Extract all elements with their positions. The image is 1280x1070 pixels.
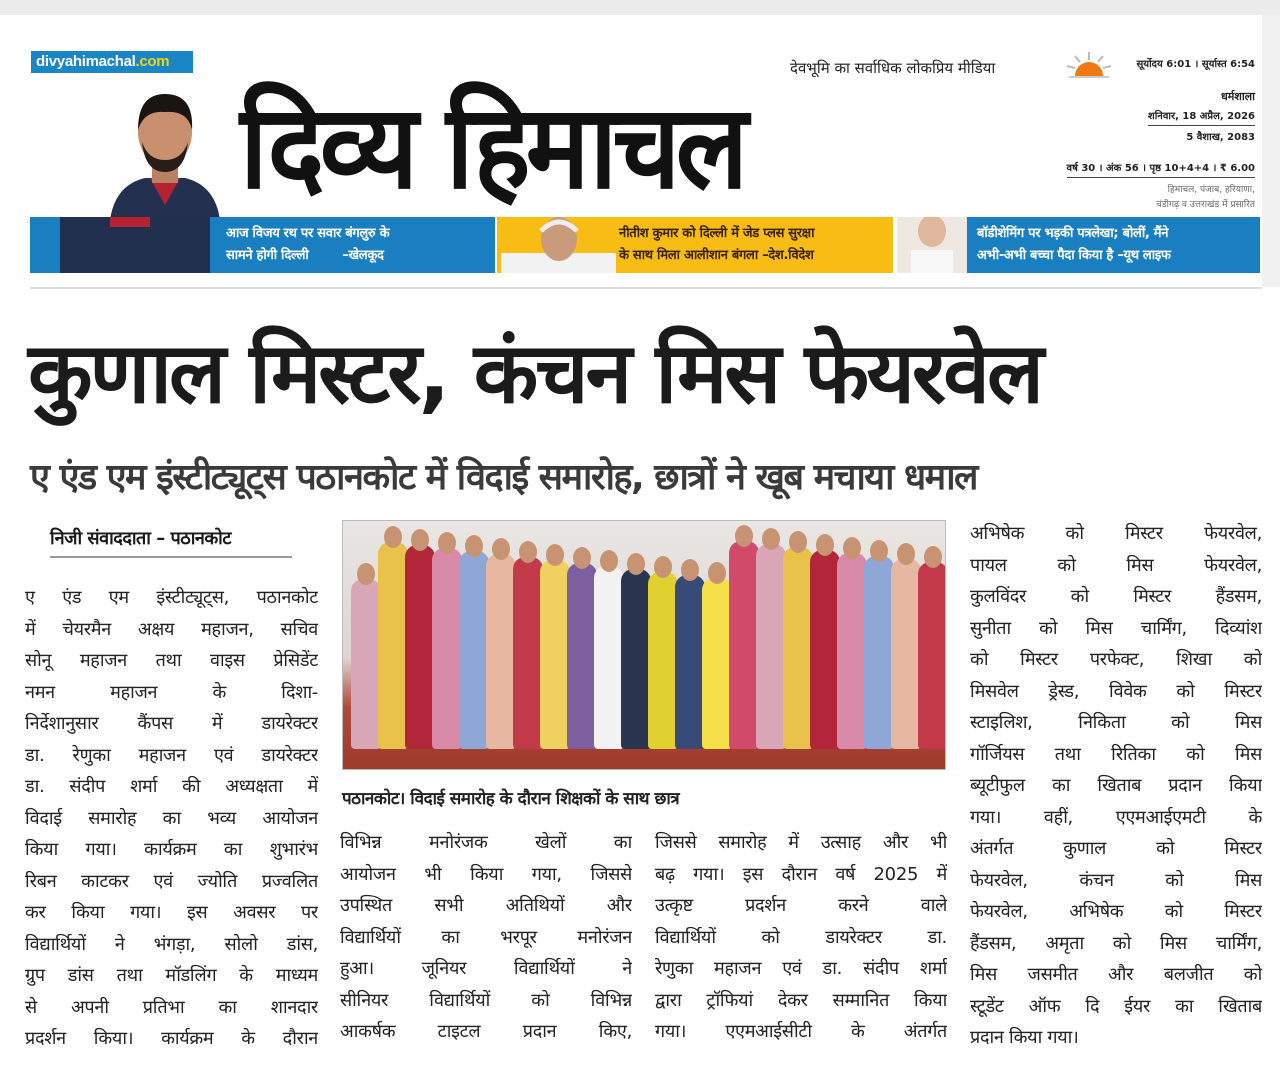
person-head	[357, 563, 375, 585]
article-line: प्रदान किया गया।	[970, 1027, 1079, 1048]
article-photo	[342, 520, 946, 770]
article-line: हुआ। जूनियर विद्यार्थियों ने	[340, 958, 632, 979]
person-head	[762, 528, 780, 550]
article-line: फेयरवेल, अभिषेक को मिस्टर	[970, 901, 1262, 922]
article-column-4	[970, 518, 1262, 1054]
article-line: गया। वहीं, एएमआईएमटी के	[970, 806, 1262, 828]
teaser-line: सामने होगी दिल्ली –खेलकूद	[226, 248, 384, 263]
article-line: विद्यार्थियों को डायरेक्टर डा.	[655, 926, 947, 948]
person-head	[654, 556, 672, 578]
article-line: आकर्षक टाइटल प्रदान किए,	[340, 1021, 632, 1042]
person-figure	[783, 547, 813, 749]
article-line: निर्देशानुसार कैंपस में डायरेक्टर	[25, 713, 318, 734]
editions-line-2: चंडीगढ़ व उत्तराखंड में प्रसारित	[1156, 200, 1255, 210]
teaser-photo	[501, 217, 616, 273]
article-headline: कुणाल मिस्टर, कंचन मिस फेयरवेल	[28, 324, 1041, 422]
person-figure	[756, 544, 786, 749]
article-line: कुलविंदर को मिस्टर हैंडसम,	[970, 586, 1262, 607]
cricketer-photo	[90, 80, 240, 220]
teaser-photo	[50, 217, 210, 273]
person-head	[492, 538, 510, 560]
article-line: विभिन्न मनोरंजक खेलों का	[340, 832, 632, 853]
teaser-photo	[897, 217, 967, 273]
article-line: उत्कृष्ट प्रदर्शन करने वाले	[655, 895, 947, 916]
person-figure	[864, 556, 894, 749]
article-line: सीनियर विद्यार्थियों को विभिन्न	[340, 989, 632, 1011]
city: धर्मशाला	[1221, 90, 1255, 103]
person-figure	[459, 551, 489, 749]
article-line: आयोजन भी किया गया, जिससे	[340, 863, 632, 885]
person-head	[546, 544, 564, 566]
person-head	[600, 550, 618, 572]
article-line: उपस्थित सभी अतिथियों और	[340, 895, 632, 916]
article-line: ग्रुप डांस तथा मॉडलिंग के माध्यम	[25, 965, 318, 986]
masthead-title: दिव्य हिमाचल	[240, 79, 744, 215]
byline: निजी संवाददाता – पठानकोट	[50, 526, 292, 558]
article-line: मिसवेल ड्रेस्ड, विवेक को मिस्टर	[970, 680, 1262, 702]
person-figure	[675, 575, 705, 749]
article-line: सोनू महाजन तथा वाइस प्रेसिडेंट	[25, 650, 318, 671]
person-figure	[351, 579, 381, 749]
article-line: हैंडसम, अमृता को मिस चार्मिंग,	[970, 932, 1262, 954]
article-column-3	[655, 827, 947, 1048]
article-line: किया गया। कार्यक्रम का शुभारंभ	[25, 839, 318, 860]
hindu-date: 5 वैशाख, 2083	[1186, 132, 1255, 143]
person-head	[816, 534, 834, 556]
article-line: अंतर्गत कुणाल को मिस्टर	[970, 838, 1262, 859]
article-line: द्वारा ट्रॉफियां देकर सम्मानित किया	[655, 989, 947, 1011]
person-figure	[810, 550, 840, 749]
person-figure	[378, 542, 408, 749]
article-column-2	[340, 827, 632, 1048]
person-figure	[594, 566, 624, 749]
person-figure	[621, 569, 651, 749]
issue-info: वर्ष 30 । अंक 56 । पृष्ठ 10+4+4 । ₹ 6.00	[1067, 162, 1255, 178]
article-line: विदाई समारोह का भव्य आयोजन	[25, 807, 318, 829]
masthead-tagline: देवभूमि का सर्वाधिक लोकप्रिय मीडिया	[790, 59, 996, 77]
person-head	[411, 529, 429, 551]
person-head	[519, 541, 537, 563]
person-head	[735, 525, 753, 547]
article-column-1	[25, 582, 318, 1055]
article-line: विद्यार्थियों ने भंगड़ा, सोलो डांस,	[25, 933, 318, 955]
teaser-line: आज विजय रथ पर सवार बंगलुरु के	[226, 226, 390, 241]
article-line: बढ़ गया। इस दौरान वर्ष 2025 में	[655, 863, 947, 885]
page-edge	[1262, 15, 1280, 287]
article-line: फेयरवेल, कंचन को मिस	[970, 869, 1262, 891]
person-figure	[432, 548, 462, 749]
person-head	[870, 540, 888, 562]
article-line: गॉर्जियस तथा रितिका को मिस	[970, 743, 1262, 765]
person-figure	[702, 578, 732, 749]
person-head	[924, 546, 942, 568]
article-line: प्रदर्शन किया। कार्यक्रम के दौरान	[25, 1028, 318, 1049]
person-figure	[540, 560, 570, 749]
person-figure	[513, 557, 543, 749]
article-line: स्टूडेंट ऑफ दि ईयर का खिताब	[970, 995, 1262, 1017]
person-head	[789, 531, 807, 553]
article-line: रिबन काटकर एवं ज्योति प्रज्वलित	[25, 870, 318, 892]
person-head	[438, 532, 456, 554]
article-line: सुनीता को मिस चार्मिंग, दिव्यांश	[970, 617, 1262, 639]
article-line: गया। एएमआईसीटी के अंतर्गत	[655, 1021, 947, 1042]
article-line: स्टाइलिश, निकिता को मिस	[970, 712, 1262, 733]
person-head	[384, 526, 402, 548]
person-head	[573, 547, 591, 569]
article-line: जिससे समारोह में उत्साह और भी	[655, 832, 947, 853]
person-figure	[837, 553, 867, 749]
article-line: ब्यूटीफुल का खिताब प्रदान किया	[970, 775, 1262, 796]
article-subhead: ए एंड एम इंस्टीट्यूट्स पठानकोट में विदाई समारोह, छात्रों ने खूब मचाया धमाल	[30, 457, 977, 498]
person-head	[897, 543, 915, 565]
person-head	[843, 537, 861, 559]
article-line: अभिषेक को मिस्टर फेयरवेल,	[970, 523, 1262, 544]
page-top-strip	[0, 0, 1280, 15]
person-figure	[729, 541, 759, 749]
teaser-sports[interactable]	[30, 217, 495, 273]
divider	[30, 287, 1262, 289]
article-line: रेणुका महाजन एवं डा. संदीप शर्मा	[655, 958, 947, 979]
person-figure	[405, 545, 435, 749]
person-head	[708, 562, 726, 584]
sun-icon	[1065, 50, 1113, 80]
person-figure	[567, 563, 597, 749]
teaser-youth-life[interactable]	[897, 217, 1260, 273]
logo-name: divyahimachal	[36, 53, 136, 70]
person-head	[627, 553, 645, 575]
photo-caption: पठानकोट। विदाई समारोह के दौरान शिक्षकों के साथ छात्र	[342, 789, 680, 809]
teaser-line: बॉडीशेमिंग पर भड़की पत्रलेखा; बोलीं, मैंने	[977, 226, 1169, 241]
article-line: मिस जसमीत और बलजीत को	[970, 964, 1262, 985]
logo-tld: .com	[135, 53, 170, 70]
person-figure	[648, 572, 678, 749]
person-head	[465, 535, 483, 557]
person-figure	[918, 562, 946, 749]
teaser-national[interactable]	[497, 217, 893, 273]
teaser-line: अभी-अभी बच्चा पैदा किया है –यूथ लाइफ	[977, 248, 1171, 263]
editions-line-1: हिमाचल, पंजाब, हरियाणा,	[1167, 185, 1255, 195]
article-line: डा. रेणुका महाजन एवं डायरेक्टर	[25, 744, 318, 766]
date: शनिवार, 18 अप्रैल, 2026	[1148, 110, 1255, 126]
sun-times: सूर्योदय 6:01 । सूर्यास्त 6:54	[1136, 59, 1255, 70]
teaser-bar	[30, 217, 1260, 273]
article-line: को मिस्टर परफेक्ट, शिखा को	[970, 649, 1262, 670]
teaser-line: नीतीश कुमार को दिल्ली में जेड प्लस सुरक्षा	[619, 226, 815, 241]
article-line: में चेयरमैन अक्षय महाजन, सचिव	[25, 618, 318, 640]
article-line: विद्यार्थियों का भरपूर मनोरंजन	[340, 926, 632, 948]
article-line: नमन महाजन के दिशा-	[25, 681, 318, 703]
teaser-line: के साथ मिला आलीशान बंगला –देश.विदेश	[619, 248, 814, 263]
article-line: डा. संदीप शर्मा की अध्यक्षता में	[25, 776, 318, 797]
article-line: ए एंड एम इंस्टीट्यूट्स, पठानकोट	[25, 587, 318, 608]
site-logo	[31, 51, 193, 73]
article-line: पायल को मिस फेयरवेल,	[970, 554, 1262, 576]
person-figure	[891, 559, 921, 749]
person-head	[681, 559, 699, 581]
article-line: कर किया गया। इस अवसर पर	[25, 902, 318, 923]
person-figure	[486, 554, 516, 749]
article-line: से अपनी प्रतिभा का शानदार	[25, 996, 318, 1018]
